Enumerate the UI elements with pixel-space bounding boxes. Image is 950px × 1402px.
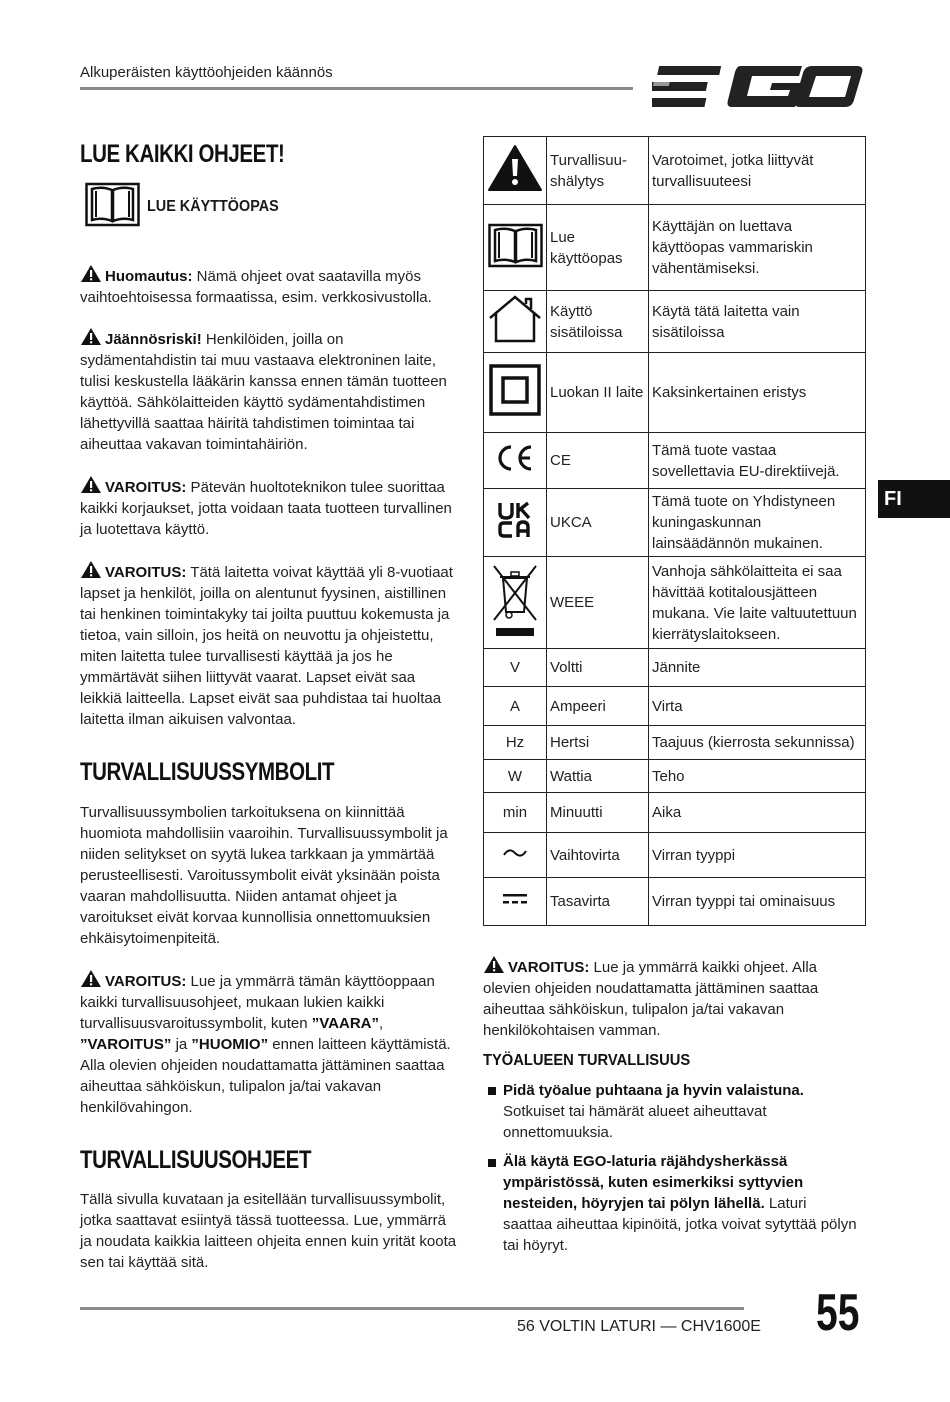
table-row bbox=[484, 557, 866, 649]
section-title-read-all: LUE KAIKKI OHJEET! bbox=[80, 140, 285, 168]
table-cell-name: Voltti bbox=[547, 649, 649, 687]
language-tab: FI bbox=[878, 480, 950, 518]
table-cell-icon: Hz bbox=[484, 726, 547, 760]
bullet-explosive-atmosphere: Älä käytä EGO-laturia räjähdysherkässä ympäristössä, kuten esimerkiksi syttyvien nesteiden, höyryjen tai pölyn lähellä. Laturi saattaa aiheuttaa kipinöitä, jotka voivat sytyttää pölyn tai höyryt. bbox=[503, 1153, 857, 1254]
header-divider bbox=[80, 87, 633, 90]
warning-triangle-icon bbox=[80, 969, 102, 988]
work-area-subtitle: TYÖALUEEN TURVALLISUUS bbox=[483, 1052, 691, 1069]
table-cell-icon bbox=[484, 878, 547, 926]
house-icon bbox=[487, 294, 543, 344]
warning-children-paragraph: VAROITUS: Tätä laitetta voivat käyttää yli 8-vuotiaat lapset ja henkilöt, joilla on alentunut fyysinen, aistillinen tai henkinen toimintakyky tai joilta puuttuu kokemusta ja tietoa, vain silloin, jos heitä on neuvottu ja ohjeistettu, miten laitetta tulee turvallisesti käyttää ja jos he ymmärtävät siihen liittyvät vaarat. Lapset eivät saa leikkiä laitteella. Lapset eivät saa puhdistaa tai huoltaa laitetta ilman aikuisen valvontaa. bbox=[80, 560, 460, 730]
table-cell-desc: Teho bbox=[649, 760, 866, 793]
table-row bbox=[484, 489, 866, 557]
table-cell-desc: Virran tyyppi bbox=[649, 833, 866, 878]
table-cell-icon: A bbox=[484, 687, 547, 726]
section-title-instructions: TURVALLISUUSOHJEET bbox=[80, 1146, 312, 1174]
table-cell-icon bbox=[484, 353, 547, 433]
table-cell-icon bbox=[484, 489, 547, 557]
table-row bbox=[484, 649, 866, 687]
table-cell-icon bbox=[484, 291, 547, 353]
warning-triangle-icon bbox=[80, 327, 102, 346]
table-cell-desc: Käytä tätä laitetta vain sisätiloissa bbox=[649, 291, 866, 353]
table-row bbox=[484, 878, 866, 926]
note-paragraph: Huomautus: Nämä ohjeet ovat saatavilla myös vaihtoehtoisessa formaatissa, esim. verkkosivustolla. bbox=[80, 264, 460, 308]
table-cell-name: Wattia bbox=[547, 760, 649, 793]
footer-divider bbox=[80, 1307, 744, 1310]
table-row bbox=[484, 760, 866, 793]
table-cell-desc: Virta bbox=[649, 687, 866, 726]
table-row bbox=[484, 833, 866, 878]
read-manual-label: LUE KÄYTTÖOPAS bbox=[147, 198, 279, 215]
section-title-symbols: TURVALLISUUSSYMBOLIT bbox=[80, 758, 335, 786]
ego-logo bbox=[652, 62, 864, 112]
header-title: Alkuperäisten käyttöohjeiden käännös bbox=[80, 64, 333, 81]
safety-alert-icon bbox=[487, 143, 543, 193]
table-cell-name: Hertsi bbox=[547, 726, 649, 760]
table-cell-name: CE bbox=[547, 433, 649, 489]
table-cell-desc: Vanhoja sähkölaitteita ei saa hävittää kotitalousjätteen mukana. Vie laite valtuutettuun kierrätyslaitokseen. bbox=[649, 557, 866, 649]
table-cell-icon: V bbox=[484, 649, 547, 687]
table-cell-desc: Kaksinkertainen eristys bbox=[649, 353, 866, 433]
table-cell-icon bbox=[484, 137, 547, 205]
ac-icon bbox=[502, 846, 528, 860]
dc-icon bbox=[501, 891, 529, 907]
table-cell-name: Ampeeri bbox=[547, 687, 649, 726]
table-cell-desc: Jännite bbox=[649, 649, 866, 687]
residual-risk-paragraph: Jäännösriski! Henkilöiden, joilla on sydämentahdistin tai muu vastaava elektroninen laite, tulisi keskustella lääkärin kanssa ennen tämän tuotteen käyttöä. Sähkölaitteiden käyttö sydämentahdistimen lähettyvillä saattaa häiritä tahdistimen toimintaa tai aiheuttaa vakavan toimintahäiriön. bbox=[80, 327, 460, 455]
table-row bbox=[484, 291, 866, 353]
ce-icon bbox=[493, 443, 537, 473]
table-cell-icon bbox=[484, 433, 547, 489]
class-2-icon bbox=[489, 364, 541, 416]
warning-repair-paragraph: VAROITUS: Pätevän huoltoteknikon tulee suorittaa kaikki korjaukset, jotta voidaan taata tuotteen turvallinen ja luotettava käyttö. bbox=[80, 475, 460, 540]
table-cell-desc: Taajuus (kierrosta sekunnissa) bbox=[649, 726, 866, 760]
instructions-paragraph: Tällä sivulla kuvataan ja esitellään turvallisuussymbolit, jotka saattavat esiintyä tässä tuotteessa. Lue, ymmärrä ja noudata kaikkia laitteen ohjeita ennen kuin yrität koota sen tai käyttää sitä. bbox=[80, 1191, 457, 1271]
table-cell-icon bbox=[484, 833, 547, 878]
warning-read-all-paragraph: VAROITUS: Lue ja ymmärrä kaikki ohjeet. Alla olevien ohjeiden noudattamatta jättäminen saattaa aiheuttaa sähköiskun, tulipalon ja/tai vakavan henkilökohtaisen vamman. bbox=[483, 955, 858, 1041]
warning-triangle-icon bbox=[80, 560, 102, 579]
table-cell-name: Minuutti bbox=[547, 793, 649, 833]
manual-icon bbox=[488, 222, 543, 268]
weee-icon bbox=[490, 560, 540, 640]
table-cell-name: Turvallisuu-shälytys bbox=[547, 137, 649, 205]
table-cell-icon: W bbox=[484, 760, 547, 793]
table-row bbox=[484, 137, 866, 205]
table-cell-name: Tasavirta bbox=[547, 878, 649, 926]
table-cell-name: Luokan II laite bbox=[547, 353, 649, 433]
table-cell-name: Vaihtovirta bbox=[547, 833, 649, 878]
table-cell-icon bbox=[484, 205, 547, 291]
table-cell-desc: Tämä tuote vastaa sovellettavia EU-direktiivejä. bbox=[649, 433, 866, 489]
table-cell-icon: min bbox=[484, 793, 547, 833]
manual-icon bbox=[85, 181, 140, 227]
symbol-table bbox=[483, 136, 866, 926]
table-cell-desc: Käyttäjän on luettava käyttöopas vammariskin vähentämiseksi. bbox=[649, 205, 866, 291]
table-row bbox=[484, 205, 866, 291]
bullet-work-area-clean: Pidä työalue puhtaana ja hyvin valaistuna. Sotkuiset tai hämärät alueet aiheuttavat onnettomuuksia. bbox=[503, 1082, 804, 1141]
warning-triangle-icon bbox=[80, 264, 102, 283]
table-cell-desc: Virran tyyppi tai ominaisuus bbox=[649, 878, 866, 926]
table-cell-desc: Tämä tuote on Yhdistyneen kuningaskunnan lainsäädännön mukainen. bbox=[649, 489, 866, 557]
warning-triangle-icon bbox=[483, 955, 505, 974]
table-row bbox=[484, 793, 866, 833]
table-row bbox=[484, 353, 866, 433]
warning-read-paragraph: VAROITUS: Lue ja ymmärrä tämän käyttöoppaan kaikki turvallisuusohjeet, mukaan lukien kaikki turvallisuusvaroitussymbolit, kuten ”VAARA”, ”VAROITUS” ja ”HUOMIO” ennen laitteen käyttämistä. Alla olevien ohjeiden noudattamatta jättäminen saattaa aiheuttaa sähköiskun, tulipalon ja/tai vakavan henkilövahingon. bbox=[80, 969, 460, 1118]
ukca-icon bbox=[495, 500, 535, 540]
bullet-icon bbox=[488, 1087, 496, 1095]
table-row bbox=[484, 433, 866, 489]
table-cell-icon bbox=[484, 557, 547, 649]
table-cell-name: UKCA bbox=[547, 489, 649, 557]
table-cell-name: WEEE bbox=[547, 557, 649, 649]
warning-triangle-icon bbox=[80, 475, 102, 494]
table-cell-desc: Aika bbox=[649, 793, 866, 833]
table-row bbox=[484, 687, 866, 726]
table-cell-name: Käyttö sisätiloissa bbox=[547, 291, 649, 353]
symbols-paragraph: Turvallisuussymbolien tarkoituksena on kiinnittää huomiota mahdollisiin vaaroihin. Turvallisuussymbolit ja niiden selitykset on syytä lukea tarkkaan ja ymmärtää perusteellisesti. Varoitussymbolit eivät yksinään poista vaaran mahdollisuutta. Niiden antamat ohjeet ja varoitukset eivät korvaa kunnollisia onnettomuuksien ehkäisytoimenpiteitä. bbox=[80, 804, 448, 947]
footer-product: 56 VOLTIN LATURI — CHV1600E bbox=[517, 1318, 761, 1335]
page-number: 55 bbox=[816, 1284, 860, 1342]
bullet-icon bbox=[488, 1159, 496, 1167]
table-row bbox=[484, 726, 866, 760]
table-cell-desc: Varotoimet, jotka liittyvät turvallisuuteesi bbox=[649, 137, 866, 205]
table-cell-name: Lue käyttöopas bbox=[547, 205, 649, 291]
